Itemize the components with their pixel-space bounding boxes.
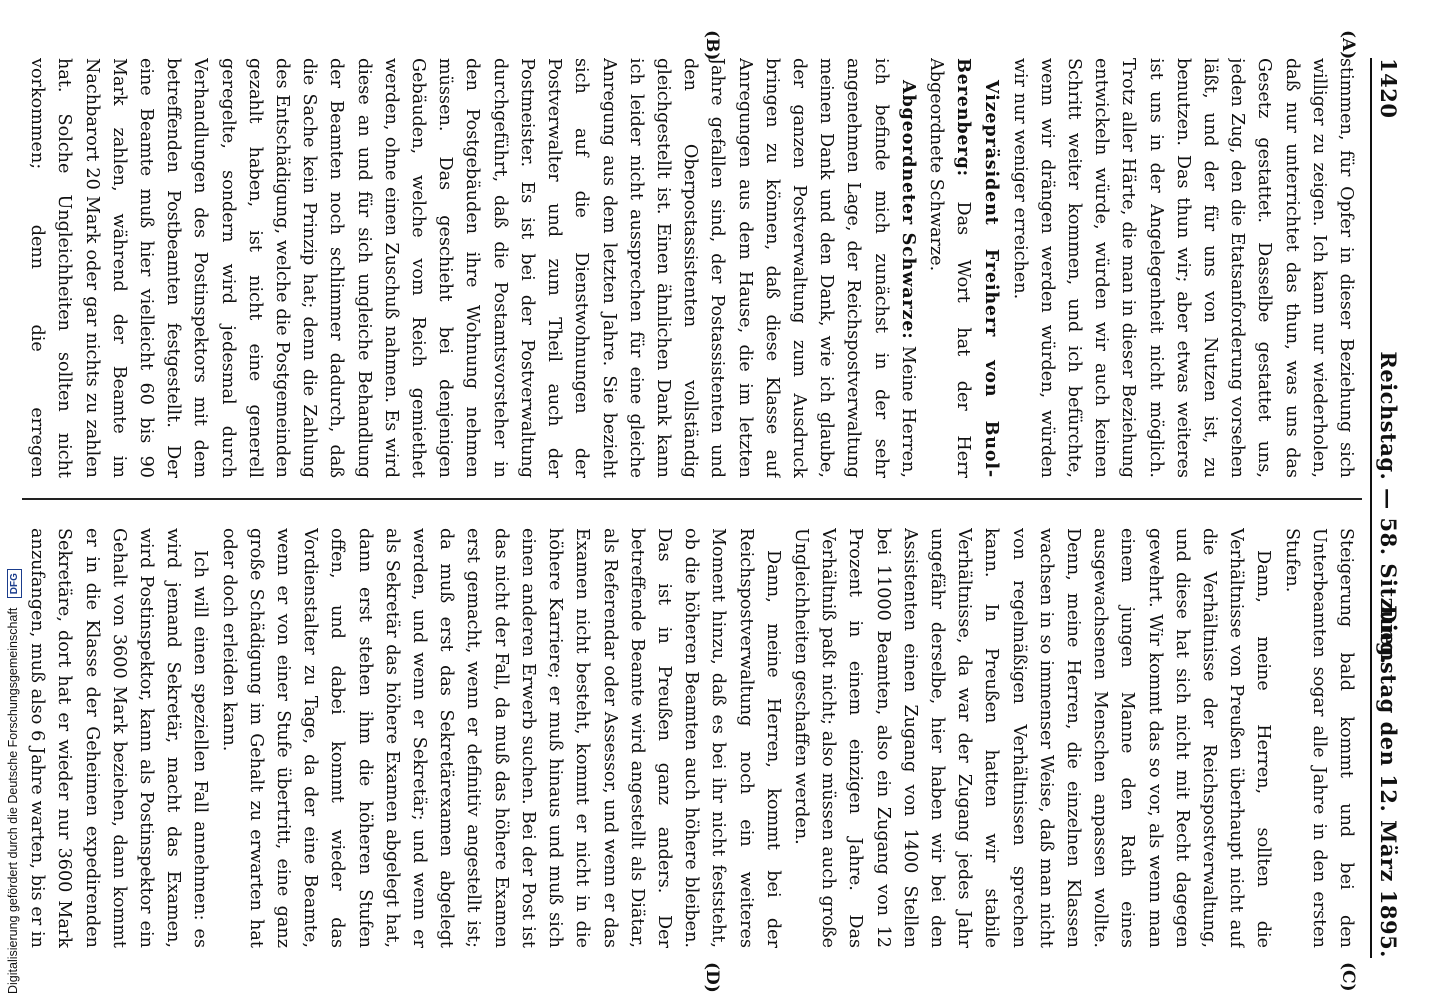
paragraph: Dann, meine Herren, sollten die Verhältnisse von Preußen überhaupt nicht auf die Verhältnisse der Reichspostverwaltung, und diese hat sich nicht mit Recht dagegen gewehrt. Wir kommt das so vor, als wenn man einem jungen Manne den Rath eines ausgewachsenen Menschen anpassen wollte. Denn, meine Herren, die einzelnen Klassen wachsen in so immenser Weise, daß man nicht von regelmäßigen Verhältnissen sprechen kann. In Preußen hatten wir stabile Verhältnisse, da war der Zugang jedes Jahr ungefähr derselbe, hier haben wir bei den Assistenten einen Zugang von 1400 Stellen bei 11000 Beamten, also ein Zugang von 12 Prozent in einem einzigen Jahre. Das Verhältniß paßt nicht; also müssen auch große Ungleichheiten geschaffen werden.: [790, 528, 1274, 948]
page-number: 1420: [1376, 58, 1401, 119]
margin-mark-b: (B): [702, 30, 722, 61]
page-date: Dienstag den 12. März 1895.: [1376, 605, 1401, 958]
dfg-logo: DFG: [7, 569, 22, 598]
margin-mark-c: (C): [1338, 962, 1358, 992]
paragraph: Steigerung bald kommt und bei den Unterbeamten sogar alle Jahre in den ersten Stufen.: [1281, 528, 1356, 948]
digitization-credit: [0, 0, 26, 1000]
page-running-title: Reichstag. — 58. Sitzung.: [1376, 351, 1401, 665]
margin-mark-d: (D): [702, 962, 722, 993]
paragraph: stimmen, für Opfer in dieser Beziehung sich williger zu zeigen. Ich kann nur wiederholen, daß nur unterrichtet das thun, was uns das Gesetz gestattet. Dasselbe gestattet uns, jeden Zug, den die Etatsanforderung vorsehen läßt, und der für uns von Nutzen ist, zu benutzen. Das thun wir; aber etwas weiteres ist uns in der Angelegenheit nicht möglich. Trotz aller Härte, die man in dieser Beziehung entwickeln würde, würden wir auch keinen Schritt weiter kommen, und ich befürchte, wenn wir drängen werden würden, würden wir nur weniger erreichen.: [1009, 58, 1356, 478]
paragraph: Abgeordneter Schwarze: Meine Herren, ich befinde mich zunächst in der sehr angenehmen Lage, der Reichspostverwaltung meinen Dank und den Dank, wie ich glaube, der ganzen Postverwaltung zum Ausdruck bringen zu können, daß diese Klasse auf Anregungen aus dem Hause, die im letzten Jahre gefallen sind, der Postassistenten und den Oberpostassistenten vollständig gleichgestellt ist. Einen ähnlichen Dank kann ich leider nicht aussprechen für eine gleiche Anregung aus dem letzten Jahre. Sie bezieht sich auf die Dienstwohnungen der Postverwalter und zum Theil auch der Postmeister. Es ist bei der Postverwaltung durchgeführt, daß die Postamtsvorsteher in den Postgebäuden ihre Wohnung nehmen müssen. Das geschieht bei denjenigen Gebäuden, welche vom Reich gemiethet werden, ohne einen Zuschuß nahmen. Es wird diese an und für sich ungleiche Behandlung der Beamten noch schlimmer dadurch, daß die Sache kein Prinzip hat; denn die Zahlung des Entschädigung, welche die Postgemeinden gezahlt haben, ist nicht eine generell geregelte, sondern wird jedesmal durch Verhandlungen des Postinspektors mit dem betreffenden Postbeamten festgestellt. Der eine Beamte muß hier vielleicht 60 bis 90 Mark zahlen, während der Beamte im Nachbarort 20 Mark oder gar nichts zu zahlen hat. Solche Ungleichheiten sollten nicht vorkommen; denn die erregen: [27, 58, 919, 478]
paragraph: Dann, meine Herren, kommt bei der Reichspostverwaltung noch ein weiteres Moment hinzu, daß es bei ihr nicht feststeht, ob die höheren Beamten auch höhere bleiben. Das ist in Preußen ganz anders. Der betreffende Beamte wird angestellt als Diätar, als Referendar oder Assessor, und wenn er das Examen nicht besteht, kommt er nicht in die höhere Karriere; er muß hinaus und muß sich einen anderen Erwerb suchen. Bei der Post ist das nicht der Fall, da muß das höhere Examen erst gemacht, wenn er definitiv angestellt ist; da muß erst das Sekretärexamen abgelegt werden, und wenn er Sekretär; und wenn er als Sekretär das höhere Examen abgelegt hat, dann erst stehen ihm die höheren Stufen offen, und dabei kommt wieder das Vordienstalter zu Tage, da der eine Beamte, wenn er von einer Stufe übertritt, eine ganz große Schädigung im Gehalt zu erwarten hat oder doch erleiden kann.: [218, 528, 783, 948]
margin-mark-a: (A): [1338, 30, 1358, 60]
left-text-column: [20, 58, 1360, 478]
paragraph: Ich will einen speziellen Fall annehmen: es wird jemand Sekretär, macht das Examen, wird Postinspektor, kann als Postinspektor ein Gehalt von 3600 Mark beziehen, dann kommt er in die Klasse der Geheimen expedirenden Sekretäre, dort hat er wieder nur 3600 Mark anzufangen, muß also 6 Jahre warten, bis er in: [27, 528, 211, 948]
paragraph: Vizepräsident Freiherr von Buol-Berenberg: Das Wort hat der Herr Abgeordnete Schwarze.: [925, 58, 1003, 478]
column-divider: [22, 498, 1362, 500]
page-header: [1370, 58, 1406, 958]
credit-text: Digitalisierung gefördert durch die Deutsche Forschungsgemeinschaft: [6, 607, 20, 994]
right-text-column: [20, 528, 1360, 948]
